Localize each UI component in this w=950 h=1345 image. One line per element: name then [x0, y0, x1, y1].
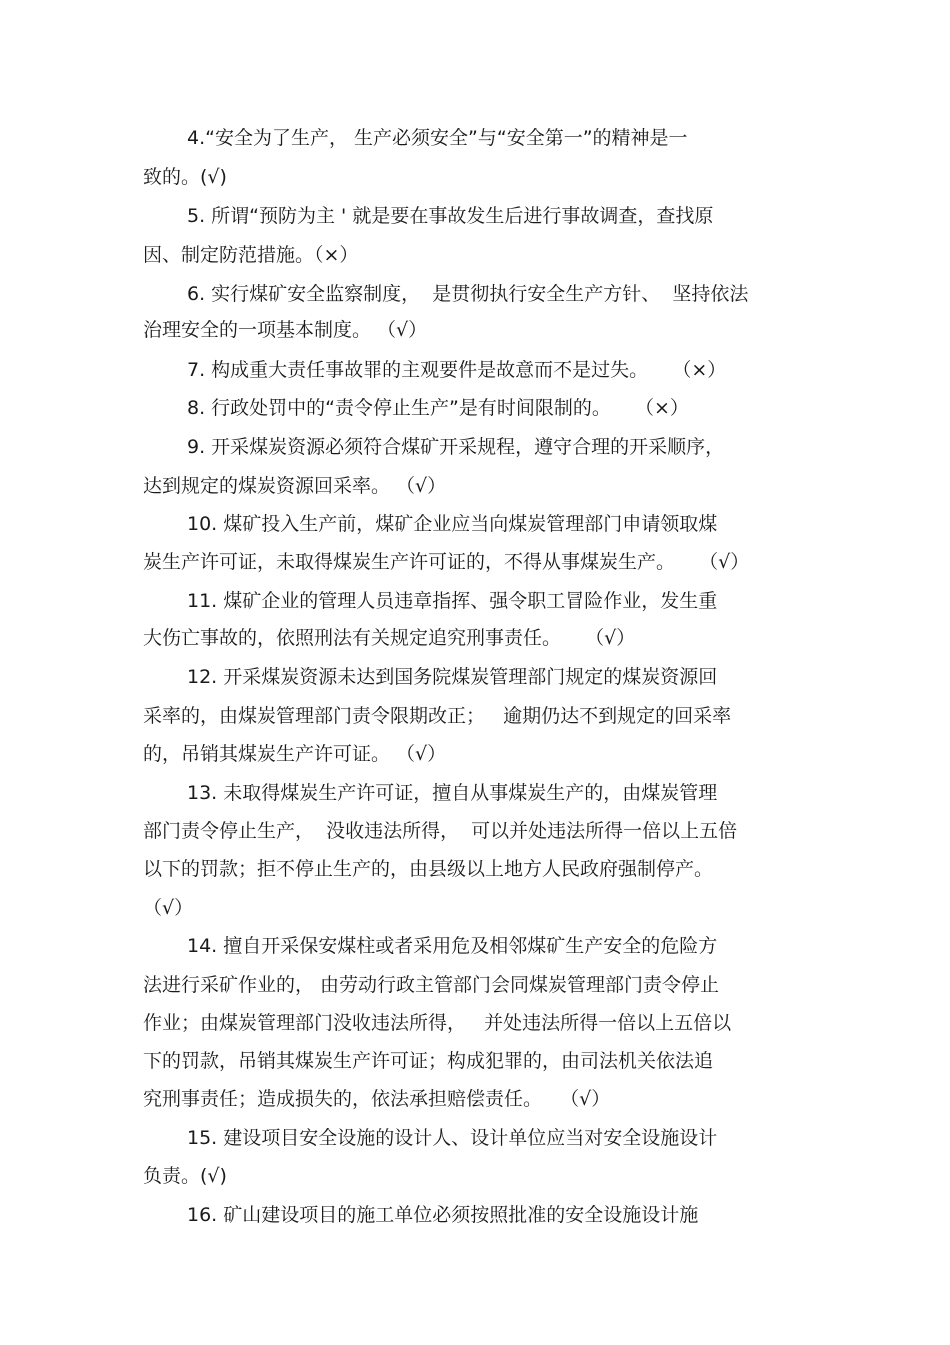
text-line: 5. 所谓“预防为主 ' 就是要在事故发生后进行事故调查，查找原 — [187, 205, 714, 227]
text-line: 7. 构成重大责任事故罪的主观要件是故意而不是过失。 （×） — [187, 359, 727, 381]
text-line: 究刑事责任；造成损失的，依法承担赔偿责任。 （√） — [143, 1088, 611, 1110]
text-line: 14. 擅自开采保安煤柱或者采用危及相邻煤矿生产安全的危险方 — [187, 935, 718, 957]
text-line: 16. 矿山建设项目的施工单位必须按照批准的安全设施设计施 — [187, 1204, 699, 1226]
text-line: 大伤亡事故的，依照刑法有关规定追究刑事责任。 （√） — [143, 627, 636, 649]
text-line: 部门责令停止生产， 没收违法所得， 可以并处违法所得一倍以上五倍 — [143, 820, 738, 842]
text-line: （√） — [143, 897, 194, 919]
text-line: 致的。(√) — [143, 166, 227, 188]
text-line: 13. 未取得煤炭生产许可证，擅自从事煤炭生产的，由煤炭管理 — [187, 782, 718, 804]
text-line: 6. 实行煤矿安全监察制度， 是贯彻执行安全生产方针、 坚持依法 — [187, 283, 749, 305]
text-line: 治理安全的一项基本制度。 （√） — [143, 319, 428, 341]
text-line: 以下的罚款；拒不停止生产的，由县级以上地方人民政府强制停产。 — [143, 858, 714, 880]
text-line: 11. 煤矿企业的管理人员违章指挥、强令职工冒险作业，发生重 — [187, 590, 718, 612]
text-line: 作业；由煤炭管理部门没收违法所得， 并处违法所得一倍以上五倍以 — [143, 1012, 732, 1034]
text-line: 炭生产许可证，未取得煤炭生产许可证的，不得从事煤炭生产。 （√） — [143, 551, 750, 573]
text-line: 4.“安全为了生产， 生产必须安全”与“安全第一”的精神是一 — [187, 127, 688, 149]
text-line: 负责。(√) — [143, 1165, 227, 1187]
text-line: 因、制定防范措施。（×） — [143, 244, 359, 266]
text-line: 法进行采矿作业的， 由劳动行政主管部门会同煤炭管理部门责令停止 — [143, 974, 720, 996]
text-line: 达到规定的煤炭资源回采率。 （√） — [143, 475, 447, 497]
text-line: 采率的，由煤炭管理部门责令限期改正； 逾期仍达不到规定的回采率 — [143, 705, 732, 727]
text-line: 8. 行政处罚中的“责令停止生产”是有时间限制的。 （×） — [187, 397, 689, 419]
text-line: 的，吊销其煤炭生产许可证。 （√） — [143, 743, 447, 765]
text-line: 10. 煤矿投入生产前，煤矿企业应当向煤炭管理部门申请领取煤 — [187, 513, 718, 535]
text-line: 9. 开采煤炭资源必须符合煤矿开采规程，遵守合理的开采顺序， — [187, 436, 725, 458]
text-line: 下的罚款，吊销其煤炭生产许可证；构成犯罪的，由司法机关依法追 — [143, 1050, 714, 1072]
text-line: 12. 开采煤炭资源未达到国务院煤炭管理部门规定的煤炭资源回 — [187, 666, 718, 688]
text-line: 15. 建设项目安全设施的设计人、设计单位应当对安全设施设计 — [187, 1127, 718, 1149]
